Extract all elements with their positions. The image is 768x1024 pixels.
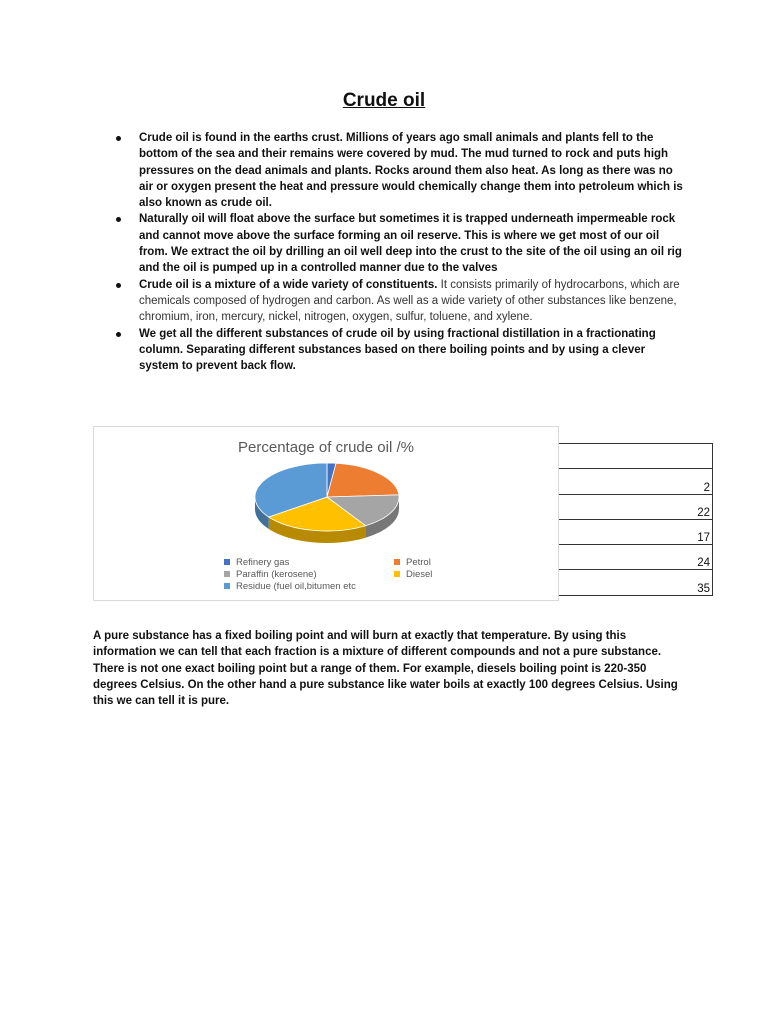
data-table <box>559 443 713 596</box>
legend-label: Diesel <box>406 569 433 580</box>
table-cell: 24 <box>559 545 713 570</box>
bullet-text: Crude oil is found in the earths crust. Millions of years ago small animals and plants fell to the bottom of the sea and their remains were covered by mud. The mud turned to rock and puts high pressures on the dead animals and plants. Rocks around them also heat. As long as there was no air or oxygen present the heat and pressure would chemically change them into petroleum which is also known as crude oil. <box>139 132 683 210</box>
table-cell: 22 <box>559 494 713 519</box>
bullet-item <box>115 326 685 375</box>
pie-chart-svg <box>94 427 558 600</box>
table-row <box>559 519 713 544</box>
legend-item <box>224 581 356 592</box>
legend-item <box>224 569 317 580</box>
bullet-item <box>115 130 685 211</box>
legend-label: Paraffin (kerosene) <box>236 569 317 580</box>
bullet-dot-icon <box>116 332 121 337</box>
table-row <box>559 494 713 519</box>
legend-item <box>224 557 289 568</box>
table-cell: 2 <box>559 469 713 494</box>
legend-item <box>394 569 432 580</box>
bullet-text: Crude oil is a mixture of a wide variety of constituents. <box>139 278 438 291</box>
pie-chart <box>93 426 559 601</box>
chart-title: Percentage of crude oil /% <box>238 439 414 456</box>
table-row <box>559 545 713 570</box>
legend-swatch-icon <box>224 559 230 565</box>
bullet-dot-icon <box>116 283 121 288</box>
table-cell <box>559 444 713 469</box>
table-row <box>559 444 713 469</box>
bullet-item <box>115 211 685 276</box>
bullet-list <box>115 130 685 374</box>
legend-swatch-icon <box>394 571 400 577</box>
body-paragraph: A pure substance has a fixed boiling point and will burn at exactly that temperature. By using this information we can tell that each fraction is a mixture of different compounds and not a pure substance. There is not one exact boiling point but a range of them. For example, diesels boiling point is 220-350 degrees Celsius. On the other hand a pure substance like water boils at exactly 100 degrees Celsius. Using this we can tell it is pure. <box>93 630 678 708</box>
table-cell: 35 <box>559 570 713 595</box>
bullet-text: Naturally oil will float above the surface but sometimes it is trapped underneath impermeable rock and cannot move above the surface forming an oil reserve. This is where we get most of our oil from. We extract the oil by drilling an oil well deep into the crust to the site of the oil using an oil rig and the oil is pumped up in a controlled manner due to the valves <box>139 213 682 275</box>
document-title: Crude oil <box>342 90 426 111</box>
bullet-dot-icon <box>116 217 121 222</box>
bullet-text-extra: It consists primarily of hydrocarbons, which are chemicals composed of hydrogen and carbon. As well as a wide variety of other substances like benzene, chromium, iron, mercury, nickel, nitrogen, oxygen, sulfur, toluene, and xylene. <box>139 278 680 324</box>
pie-slice <box>327 463 399 497</box>
table-row <box>559 570 713 595</box>
table-row <box>559 469 713 494</box>
legend-label: Residue (fuel oil,bitumen etc <box>236 581 356 592</box>
legend-swatch-icon <box>394 559 400 565</box>
bullet-text: We get all the different substances of crude oil by using fractional distillation in a fractionating column. Separating different substances based on there boiling points and by using a clever system to prevent back flow. <box>139 327 656 373</box>
bullet-dot-icon <box>116 136 121 141</box>
legend-label: Refinery gas <box>236 557 290 568</box>
legend-label: Petrol <box>406 557 431 568</box>
legend-item <box>394 557 431 568</box>
table-cell: 17 <box>559 519 713 544</box>
legend-swatch-icon <box>224 583 230 589</box>
bullet-item <box>115 277 685 326</box>
legend-swatch-icon <box>224 571 230 577</box>
